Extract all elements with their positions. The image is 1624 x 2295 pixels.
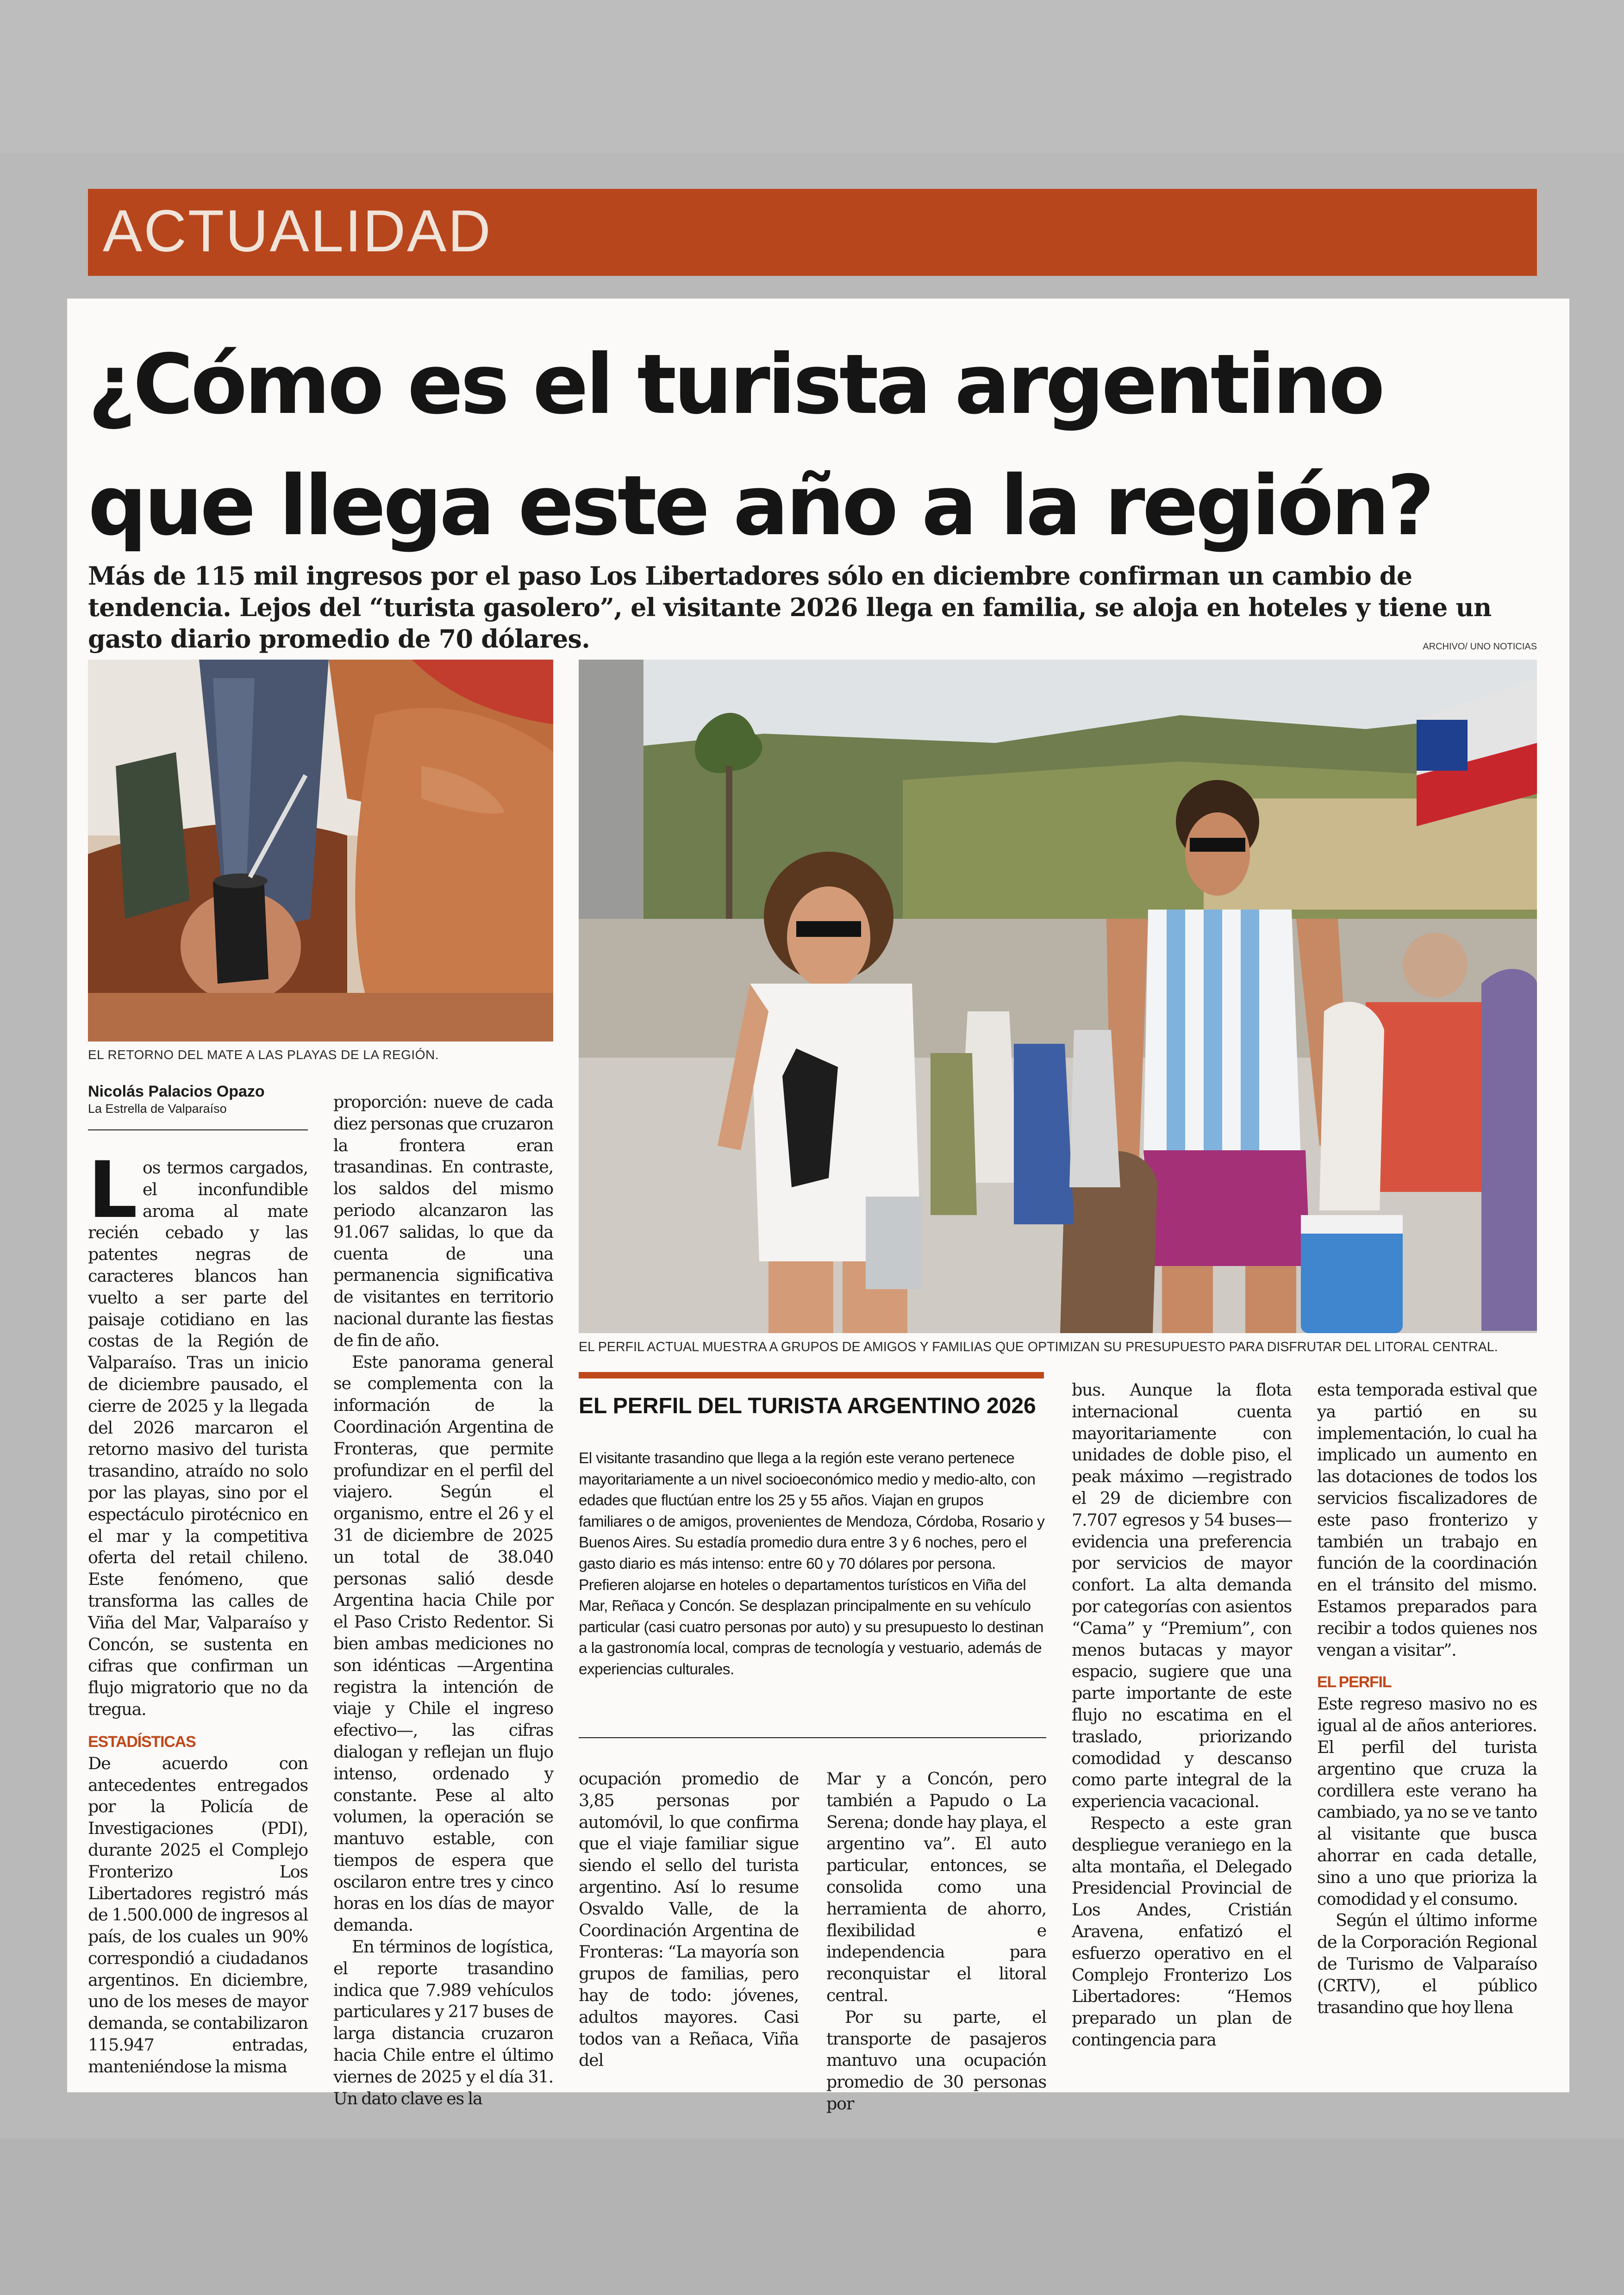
article-column-1: [88, 1145, 308, 2078]
headline-line-2: que llega este año a la región?: [88, 458, 1432, 554]
article-paragraph: De acuerdo con antecedentes entregados por la Policía de Investigaciones (PDI), durante 2025 el Complejo Fronterizo Los Libertadores registró más de 1.500.000 de ingresos al país, de los cuales un 90% correspondió a ciudadanos argentinos. En diciembre, uno de los meses de mayor demanda, se contabilizaron 115.947 entradas, manteniéndose la misma: [88, 1753, 308, 2077]
section-bar: [88, 189, 1537, 276]
article-column-6: [1317, 1379, 1537, 2018]
byline: [88, 1082, 282, 1116]
article-paragraph: Mar y a Concón, pero también a Papudo o La Serena; donde hay playa, el argentino va”. El auto particular, entonces, se consolida como una herramienta de ahorro, flexibilidad e independencia para reconquistar el litoral central.: [826, 1769, 1046, 2005]
mate-caption: EL RETORNO DEL MATE A LAS PLAYAS DE LA REGIÓN.: [88, 1048, 439, 1062]
article-column-2: [333, 1091, 553, 2109]
article-paragraph: Este regreso masivo no es igual al de años anteriores. El perfil del turista argentino que cruza la cordillera este verano ha cambiado, ya no se ve tanto al visitante que busca ahorrar en cada detalle, sino a uno que prioriza la comodidad y el consumo.: [1317, 1694, 1537, 1909]
page-top-margin: [0, 0, 1624, 153]
article-paragraph: Por su parte, el transporte de pasajeros mantuvo una ocupación promedio de 30 personas por: [826, 2007, 1046, 2114]
article-paragraph: proporción: nueve de cada diez personas que cruzaron la frontera eran trasandinas. En contraste, los saldos del mismo periodo alcanzaron las 91.067 salidas, lo que da cuenta de una permanencia significativa de visitantes en territorio nacional durante las fiestas de fin de año.: [333, 1092, 553, 1350]
mate-photo: [88, 660, 553, 1041]
section-label: ACTUALIDAD: [103, 198, 492, 264]
article-paragraph: En términos de logística, el reporte trasandino indica que 7.989 vehículos particulares y 217 buses de larga distancia cruzaron hacia Chile entre el último viernes de 2025 y el día 31. Un dato clave es la: [333, 1937, 553, 2108]
box-text: El visitante trasandino que llega a la región este verano pertenece mayoritariamente a un nivel socioeconómico medio y medio-alto, con edades que fluctúan entre los 25 y 55 años. Viajan en grupos familiares o de amigos, provenientes de Mendoza, Córdoba, Rosario y Buenos Aires. Su estadía promedio dura entre 3 y 6 noches, pero el gasto diario es más intenso: entre 60 y 70 dólares por persona. Prefieren alojarse en hoteles o departamentos turísticos en Viña del Mar, Reñaca y Concón. Se desplazan principalmente en su vehículo particular (casi cuatro personas por auto) y su presupuesto lo destinan a la gastronomía local, compras de tecnología y vestuario, además de experiencias culturales.: [579, 1450, 1045, 1678]
headline: [88, 324, 1546, 567]
article-column-3: [579, 1768, 799, 2071]
mate-photo-illustration: [88, 660, 553, 1041]
article-paragraph: ocupación promedio de 3,85 personas por automóvil, lo que confirma que el viaje familiar sigue siendo el sello del turista argentino. Así lo resume Osvaldo Valle, de la Coordinación Argentina de Fronteras: “La mayoría son grupos de familias, pero hay de todo: jóvenes, adultos mayores. Casi todos van a Reñaca, Viña del: [579, 1769, 799, 2070]
drop-cap: L: [88, 1145, 137, 1235]
article-paragraph: bus. Aunque la flota internacional cuenta mayoritariamente con unidades de doble piso, el peak máximo —registrado el 29 de diciembre con 7.707 egresos y 54 buses— evidencia una preferencia por servicios de mayor confort. La alta demanda por categorías con asientos “Cama” y “Premium”, con menos butacas y mayor espacio, sugiere que una parte importante de este flujo no escatima en el traslado, priorizando comodidad y descanso como parte integral de la experiencia vacacional.: [1072, 1380, 1292, 1812]
main-photo: [579, 660, 1537, 1333]
box-bottom-rule: [579, 1737, 1046, 1738]
main-caption: EL PERFIL ACTUAL MUESTRA A GRUPOS DE AMIGOS Y FAMILIAS QUE OPTIMIZAN SU PRESUPUESTO PARA DISFRUTAR DEL LITORAL CENTRAL.: [579, 1340, 1498, 1354]
main-photo-illustration: [579, 660, 1537, 1333]
page-bottom-margin: [0, 2139, 1624, 2295]
subhead-el-perfil: EL PERFIL: [1317, 1673, 1392, 1691]
box-accent-rule: [579, 1372, 1044, 1378]
article-paragraph: [88, 1145, 308, 1721]
article-column-5: [1072, 1379, 1292, 2051]
article-paragraph: Este panorama general se complementa con la información de la Coordinación Argentina de Fronteras, que permite profundizar en el perfil del viajero. Según el organismo, entre el 26 y el 31 de diciembre de 2025 un total de 38.040 personas salió desde Argentina hacia Chile por el Paso Cristo Redentor. Si bien ambas mediciones no son idénticas —Argentina registra la intención de viaje y Chile el ingreso efectivo—, las cifras dialogan y reflejan un flujo intenso, ordenado y constante. Pese al alto volumen, la operación se mantuvo estable, con tiempos de espera que oscilaron entre tres y cinco horas en los días de mayor demanda.: [333, 1352, 553, 1935]
deck: Más de 115 mil ingresos por el paso Los Libertadores sólo en diciembre confirman un cambio de tendencia. Lejos del “turista gasolero”, el visitante 2026 llega en familia, se aloja en hoteles y tiene un gasto diario promedio de 70 dólares.: [88, 561, 1492, 654]
article-paragraph: esta temporada estival que ya partió en su implementación, lo cual ha implicado un aumento en las dotaciones de todos los servicios fiscalizadores de este paso fronterizo y también un trabajo en función de la coordinación en el tránsito del mismo. Estamos preparados para recibir a todos quienes nos vengan a visitar”.: [1317, 1380, 1537, 1660]
headline-line-1: ¿Cómo es el turista argentino: [88, 337, 1382, 432]
author-name: Nicolás Palacios Opazo: [88, 1083, 265, 1100]
paragraph-text: os termos cargados, el inconfundible aroma al mate recién cebado y las patentes negras de caracteres blancos han vuelto a ser parte del paisaje cotidiano en las costas de la Región de Valparaíso. Tras un inicio de diciembre pausado, el cierre de 2025 y la llegada del 2026 marcaron el retorno masivo del turista trasandino, atraído no solo por las playas, sino por el espectáculo pirotécnico en el mar y la competitiva oferta del retail chileno. Este fenómeno, que transforma las calles de Viña del Mar, Valparaíso y Concón, se sustenta en cifras que confirman un flujo migratorio que no da tregua.: [88, 1158, 308, 1719]
article-paragraph: Según el último informe de la Corporación Regional de Turismo de Valparaíso (CRTV), el público trasandino que hoy llena: [1317, 1910, 1537, 2017]
box-title: EL PERFIL DEL TURISTA ARGENTINO 2026: [579, 1394, 1036, 1418]
article-paragraph: Respecto a este gran despliegue veraniego en la alta montaña, el Delegado Presidencial Provincial de Los Andes, Cristián Aravena, enfatizó el esfuerzo operativo en el Complejo Fronterizo Los Libertadores: “Hemos preparado un plan de contingencia para: [1072, 1813, 1292, 2050]
byline-rule: [88, 1129, 308, 1130]
publication-name: La Estrella de Valparaíso: [88, 1102, 227, 1116]
subhead-estadisticas: ESTADÍSTICAS: [88, 1733, 196, 1751]
article-column-4: [826, 1768, 1046, 2115]
photo-credit: ARCHIVO/ UNO NOTICIAS: [1423, 642, 1537, 652]
